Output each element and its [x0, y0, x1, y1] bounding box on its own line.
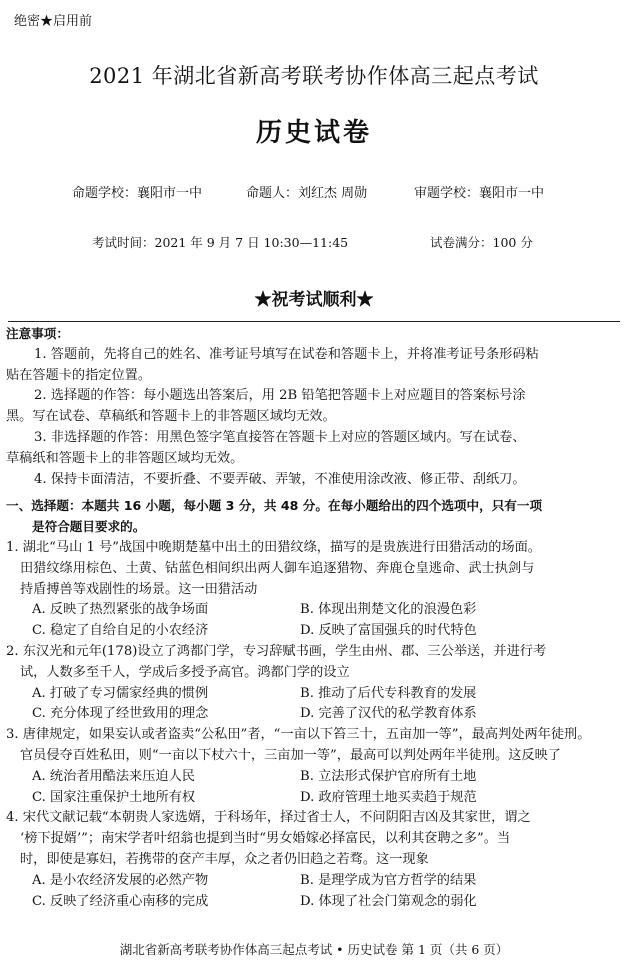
option-a: A. 打破了专习儒家经典的惯例 [32, 685, 209, 701]
note-line: 3. 非选择题的作答：用黑色签字笔直接答在答题卡上对应的答题区域内。写在试卷、 [34, 429, 526, 445]
section-heading-cont: 是符合题目要求的。 [32, 519, 146, 535]
question-2 [6, 642, 622, 725]
school-label: 命题学校：襄阳市一中 [72, 186, 203, 201]
option-a: A. 反映了热烈紧张的战争场面 [32, 602, 209, 618]
option-a: A. 是小农经济发展的必然产物 [32, 872, 209, 888]
note-line: 贴在答题卡的指定位置。 [6, 367, 152, 383]
option-d: D. 政府管理土地买卖趋于规范 [300, 789, 477, 805]
exam-time: 考试时间：2021 年 9 月 7 日 10:30—11:45 [92, 235, 349, 250]
option-c: C. 充分体现了经世致用的理念 [32, 706, 209, 722]
question-text: 2. 东汉光和元年(178)设立了鸿都门学，专习辞赋书画，学生由州、郡、三公举送，并进行考 [6, 643, 547, 659]
question-1 [6, 538, 622, 642]
full-score: 试卷满分：100 分 [430, 235, 533, 250]
question-text: ‘榜下捉婿’”；南宋学者叶绍翁也提到当时“男女婚嫁必择富民，以利其奁聘之多”。当 [20, 831, 511, 847]
option-d: D. 反映了富国强兵的时代特色 [300, 623, 477, 639]
option-b: B. 体现出荆楚文化的浪漫色彩 [300, 602, 477, 618]
option-c: C. 国家注重保护土地所有权 [32, 789, 196, 805]
page-footer: 湖北省新高考联考协作体高三起点考试 • 历史试卷 第 1 页（共 6 页） [119, 942, 509, 957]
note-line: 1. 答题前，先将自己的姓名、准考证号填写在试卷和答题卡上，并将准考证号条形码粘 [34, 346, 539, 362]
note-line: 2. 选择题的作答：每小题选出答案后，用 2B 铅笔把答题卡上对应题目的答案标号涂 [34, 388, 526, 404]
option-d: D. 体现了社会门第观念的弱化 [300, 893, 477, 909]
option-row [6, 767, 622, 788]
option-row [6, 600, 622, 621]
question-text: 田猎纹绦用棕色、土黄、钴蓝色相间织出两人御车追逐猎物、奔鹿仓皇逃命、武士执剑与 [20, 560, 535, 576]
option-row [6, 788, 622, 809]
question-text: 试，人数多至千人，学成后多授予高官。鸿都门学的设立 [20, 664, 350, 680]
option-c: C. 稳定了自给自足的小农经济 [32, 623, 209, 639]
option-a: A. 统治者用酷法来压迫人民 [32, 768, 195, 784]
question-text: 时，即使是寡妇，若携带的奁产丰厚，众之者仍旧趋之若骛。这一现象 [20, 851, 429, 867]
question-text: 4. 宋代文献记载“本朝贵人家选婿，于科场年，择过省士人，不问阴阳吉凶及其家世，谓之 [6, 810, 531, 826]
option-c: C. 反映了经济重心南移的完成 [32, 893, 209, 909]
option-b: B. 立法形式保护官府所有土地 [300, 768, 477, 784]
divider [8, 321, 620, 322]
question-text: 持盾搏兽等戏剧性的场景。这一田猎活动 [20, 581, 258, 597]
question-3 [6, 725, 622, 808]
notes-heading: 注意事项： [6, 326, 69, 341]
option-row [6, 892, 622, 913]
option-row [6, 704, 622, 725]
author-label: 命题人：刘红杰 周勋 [246, 186, 368, 201]
confidential-label: 绝密★启用前 [14, 14, 93, 29]
question-text: 3. 唐律规定，如果妄认或者盗卖“公私田”者，“一亩以下笞三十，五亩加一等”，最高判处两年徒刑。 [6, 727, 591, 743]
option-b: B. 推动了后代专科教育的发展 [300, 685, 477, 701]
note-line: 黑。写在试卷、草稿纸和答题卡上的非答题区域均无效。 [6, 409, 336, 425]
note-line: 草稿纸和答题卡上的非答题区域均无效。 [6, 450, 244, 466]
option-b: B. 是理学成为官方哲学的结果 [300, 872, 477, 888]
good-luck-banner: ★祝考试顺利★ [254, 290, 374, 310]
option-row [6, 621, 622, 642]
question-text: 1. 湖北“马山 1 号”战国中晚期楚墓中出土的田猎纹绦，描写的是贵族进行田猎活动的场面。 [6, 539, 541, 555]
review-label: 审题学校：襄阳市一中 [414, 186, 545, 201]
note-line: 4. 保持卡面清洁，不要折叠、不要弄破、弄皱，不准使用涂改液、修正带、刮纸刀。 [34, 471, 526, 487]
subject-title: 历史试卷 [255, 118, 372, 148]
exam-body [6, 324, 622, 912]
question-4 [6, 808, 622, 912]
option-row [6, 684, 622, 705]
exam-title: 2021 年湖北省新高考联考协作体高三起点考试 [89, 64, 539, 88]
option-row [6, 871, 622, 892]
section-heading: 一、选择题：本题共 16 小题，每小题 3 分，共 48 分。在每小题给出的四个选项中，只有一项 [6, 498, 543, 514]
question-text: 官员侵夺百姓私田，则“一亩以下杖六十，三亩加一等”，最高可以判处两年半徒刑。这反映了 [20, 747, 561, 763]
option-d: D. 完善了汉代的私学教育体系 [300, 706, 477, 722]
